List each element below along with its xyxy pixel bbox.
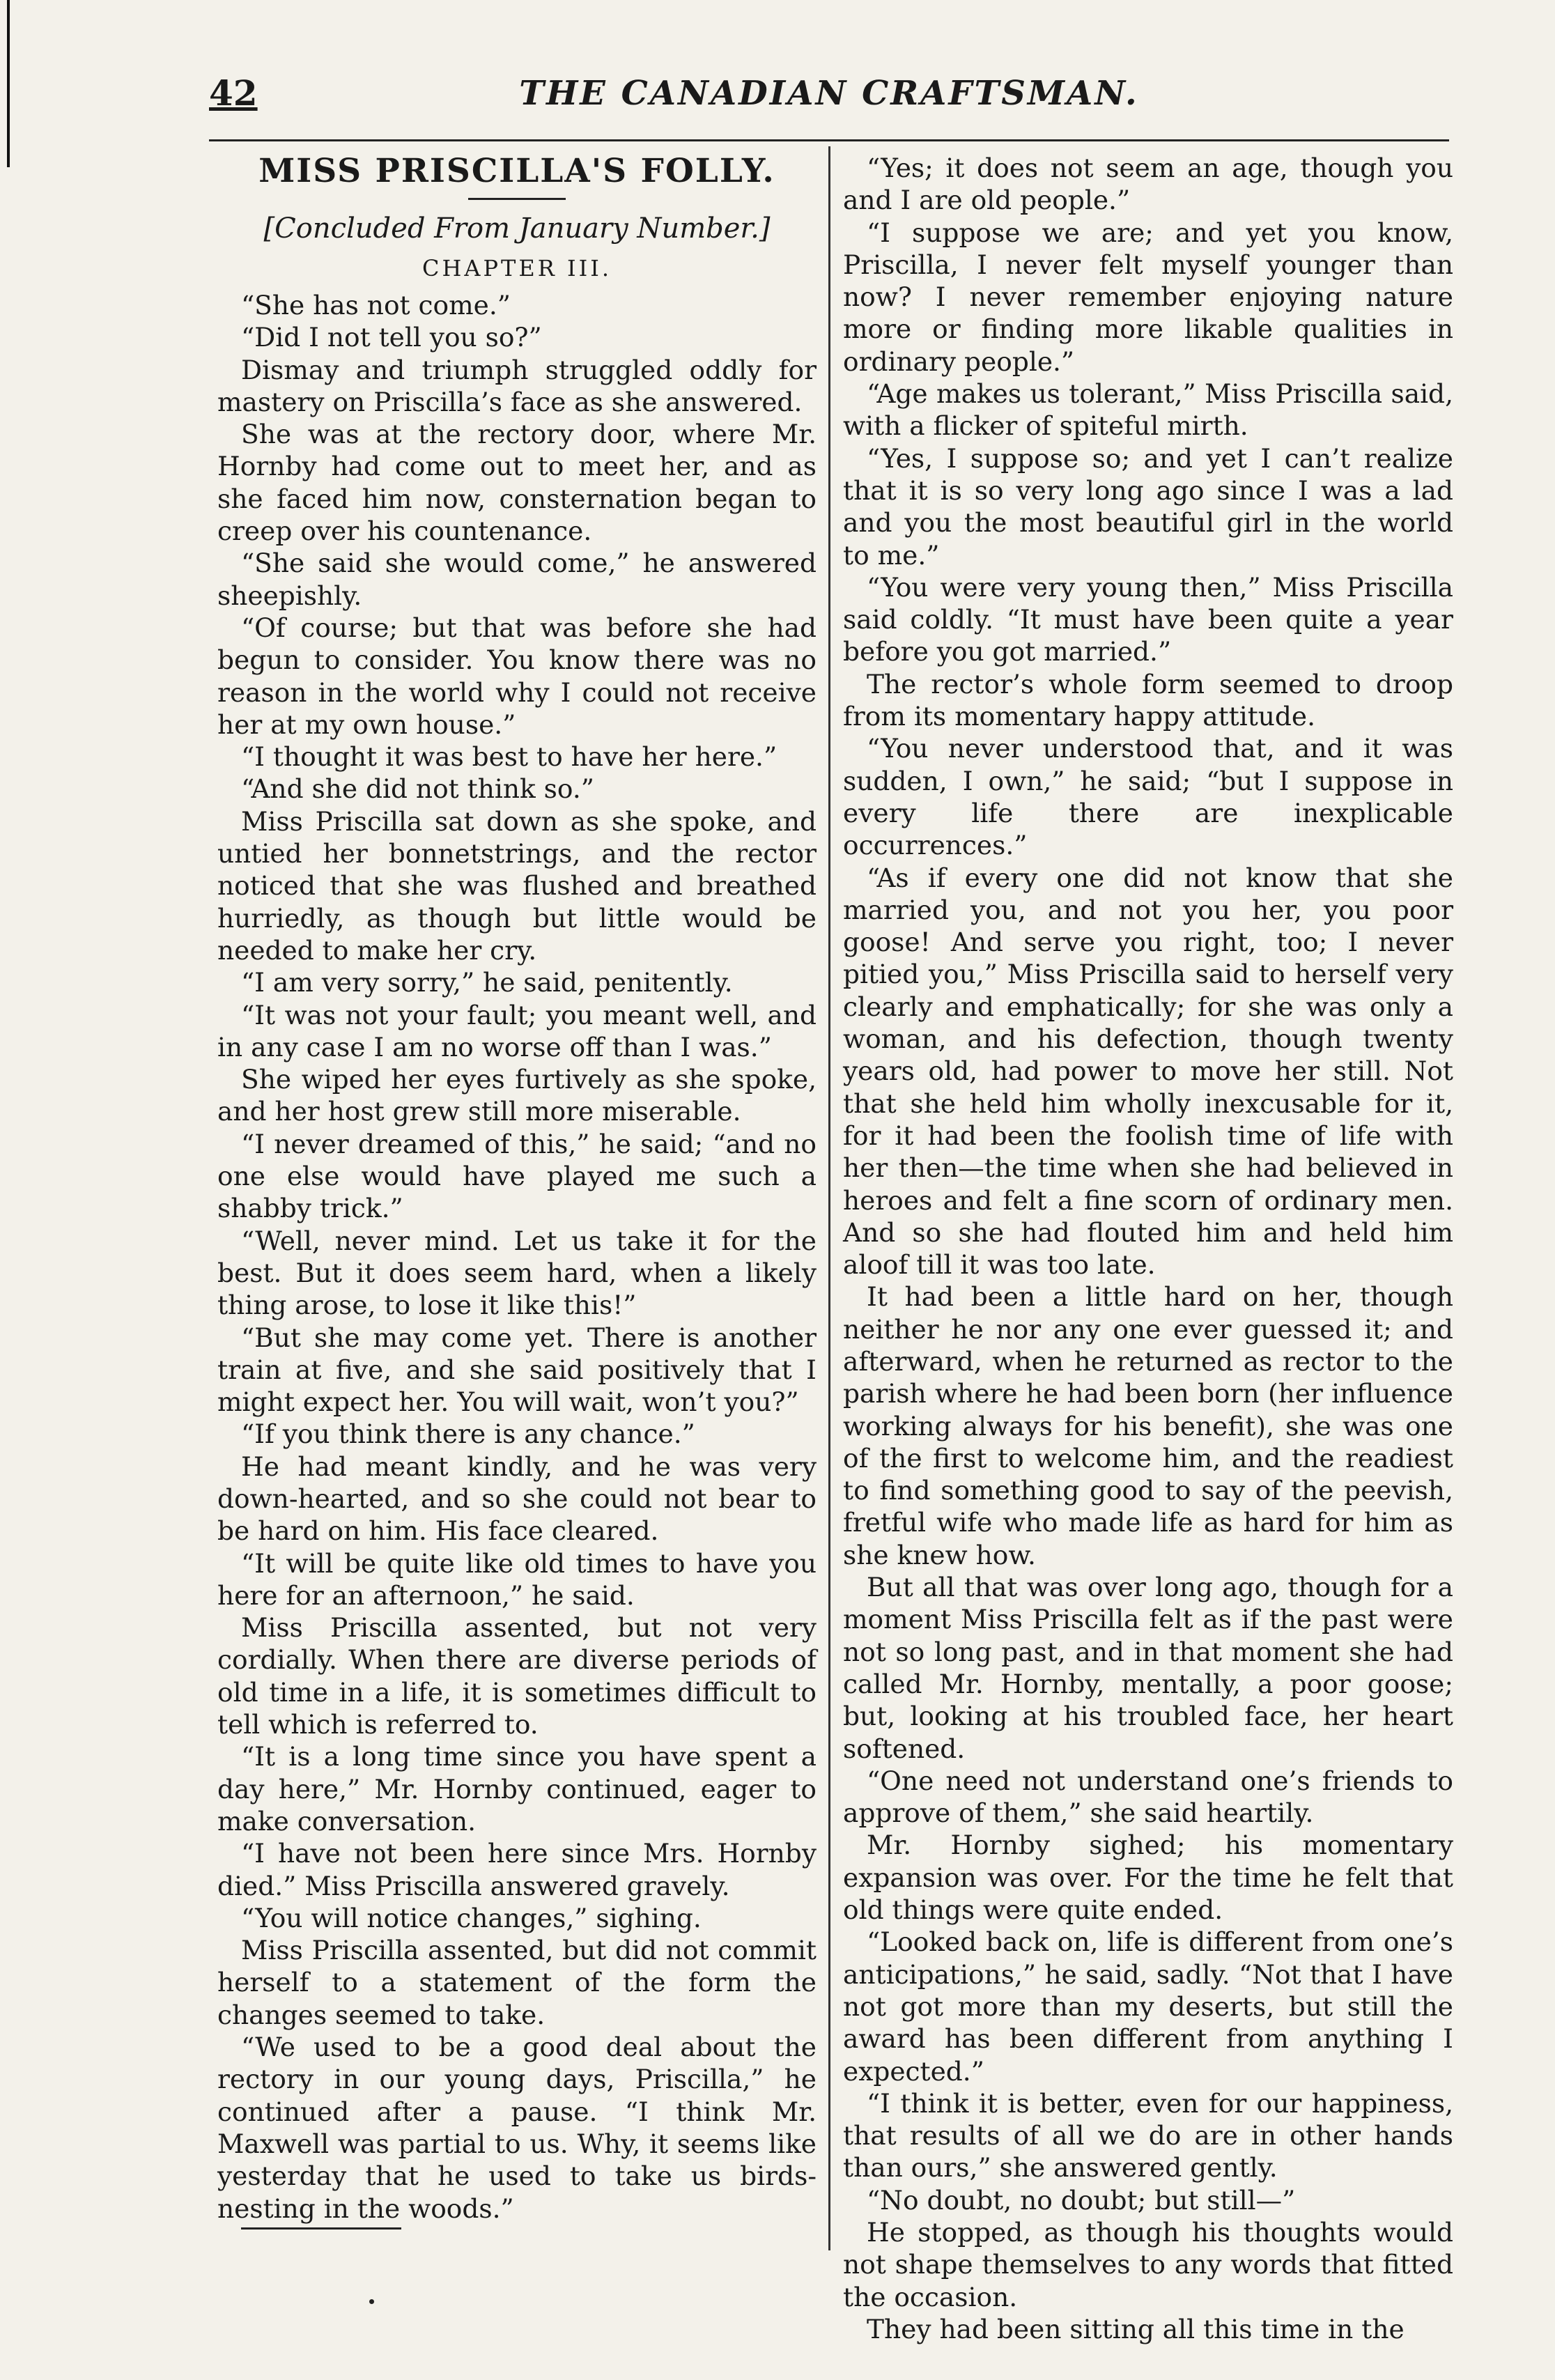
running-title: THE CANADIAN CRAFTSMAN.	[519, 74, 1139, 113]
paragraph: “You will notice changes,” sighing.	[241, 1902, 702, 1933]
right-paragraphs	[843, 152, 1453, 2345]
paragraph: “I am very sorry,” he said, penitently.	[241, 967, 733, 998]
paragraph: Miss Priscilla sat down as she spoke, and untied her bonnetstrings, and the rector noticed that she was flushed and breathed hurriedly, as though but little would be needed to make her cry.	[217, 805, 817, 966]
header-rule	[209, 139, 1449, 141]
paragraph: “Age makes us tolerant,” Miss Priscilla said, with a flicker of spiteful mirth.	[843, 378, 1453, 442]
paragraph: “You were very young then,” Miss Priscilla said coldly. “It must have been quite a year before you got married.”	[843, 571, 1453, 667]
left-paragraphs	[217, 289, 817, 2225]
margin-rule	[7, 0, 10, 167]
paragraph: “I think it is better, even for our happiness, that results of all we do are in other hands than ours,” she answered gently.	[843, 2087, 1453, 2184]
paragraph: He had meant kindly, and he was very down-hearted, and so she could not bear to be hard on him. His face cleared.	[217, 1451, 817, 1547]
paragraph: “I suppose we are; and yet you know, Priscilla, I never felt myself younger than now? I never remember enjoying nature more or finding more likable qualities in ordinary people.”	[843, 217, 1453, 377]
paragraph: “It is a long time since you have spent a day here,” Mr. Hornby continued, eager to make conversation.	[217, 1741, 817, 1837]
paragraph: It had been a little hard on her, though neither he nor any one ever guessed it; and afterward, when he returned as rector to the parish where he had been born (her influence working always for his benefit), she was one of the first to welcome him, and the readiest to find something good to say of the peevish, fretful wife who made life as hard for him as she knew how.	[843, 1281, 1453, 1570]
paragraph: “She said she would come,” he answered sheepishly.	[217, 548, 817, 611]
paragraph: “I thought it was best to have her here.”	[241, 741, 778, 773]
paragraph: “It will be quite like old times to have you here for an afternoon,” he said.	[217, 1547, 817, 1611]
paragraph: “Well, never mind. Let us take it for the best. But it does seem hard, when a likely thing arose, to lose it like this!”	[217, 1225, 817, 1321]
title-rule	[468, 198, 566, 200]
paragraph: “Of course; but that was before she had begun to consider. You know there was no reason in the world why I could not receive her at my own house.”	[217, 612, 817, 740]
story-title: MISS PRISCILLA'S FOLLY.	[258, 152, 775, 190]
paragraph: “Yes, I suppose so; and yet I can’t realize that it is so very long ago since I was a lad and you the most beautiful girl in the world to me.”	[843, 442, 1453, 571]
concluded-note: [Concluded From January Number.]	[263, 212, 771, 245]
paragraph: He stopped, as though his thoughts would not shape themselves to any words that fitted the occasion.	[843, 2217, 1453, 2312]
page-mark	[369, 2299, 374, 2304]
chapter-heading: CHAPTER III.	[421, 255, 612, 281]
paragraph: But all that was over long ago, though for a moment Miss Priscilla felt as if the past were not so long past, and in that moment she had called Mr. Hornby, mentally, a poor goose; but, looking at his troubled face, her heart softened.	[843, 1572, 1453, 1764]
paragraph: “As if every one did not know that she married you, and not you her, you poor goose! And serve you right, too; I never pitied you,” Miss Priscilla said to herself very clearly and emphatically; for she was only a woman, and his defection, though twenty years old, had power to move her still. Not that she held him wholly inexcusable for it, for it had been the foolish time of life with her then—the time when she had believed in heroes and felt a fine scorn of ordinary men. And so she had flouted him and held him aloof till it was too late.	[843, 862, 1453, 1281]
right-column	[843, 152, 1453, 2345]
paragraph: “If you think there is any chance.”	[241, 1419, 695, 1450]
paragraph: The rector’s whole form seemed to droop from its momentary happy attitude.	[843, 668, 1453, 732]
paragraph: “You never understood that, and it was sudden, I own,” he said; “but I suppose in every life there are inexplicable occurrences.”	[843, 733, 1453, 861]
paragraph: They had been sitting all this time in the	[867, 2313, 1405, 2344]
paragraph: “And she did not think so.”	[241, 773, 594, 805]
paragraph: “Looked back on, life is different from one’s anticipations,” he said, sadly. “Not that I have not got more than my deserts, but still the award has been different from anything I expected.”	[843, 1926, 1453, 2087]
paragraph: “It was not your fault; you meant well, and in any case I am no worse off than I was.”	[217, 999, 817, 1062]
paragraph: She was at the rectory door, where Mr. Hornby had come out to meet her, and as she faced him now, consternation began to creep over his countenance.	[217, 419, 817, 547]
paragraph: She wiped her eyes furtively as she spoke, and her host grew still more miserable.	[217, 1064, 817, 1127]
paragraph: “No doubt, no doubt; but still—”	[867, 2184, 1296, 2216]
paragraph: Miss Priscilla assented, but did not commit herself to a statement of the form the changes seemed to take.	[217, 1935, 817, 2030]
paragraph: “But she may come yet. There is another train at five, and she said positively that I might expect her. You will wait, won’t you?”	[217, 1322, 817, 1418]
paragraph: “Yes; it does not seem an age, though you and I are old people.”	[843, 153, 1453, 216]
paragraph: “Did I not tell you so?”	[241, 322, 542, 353]
paragraph: Dismay and triumph struggled oddly for mastery on Priscilla’s face as she answered.	[217, 354, 817, 417]
page-header	[209, 64, 1449, 134]
left-column	[217, 152, 817, 2230]
paragraph: Mr. Hornby sighed; his momentary expansion was over. For the time he felt that old things were quite ended.	[843, 1830, 1453, 1926]
paragraph: “One need not understand one’s friends to approve of them,” she said heartily.	[843, 1765, 1453, 1829]
column-end-rule	[241, 2227, 401, 2230]
paragraph: “We used to be a good deal about the rectory in our young days, Priscilla,” he continued after a pause. “I think Mr. Maxwell was partial to us. Why, it seems like yesterday that he used to take us birds-nesting in the woods.”	[217, 2032, 817, 2224]
page-number: 42	[209, 72, 258, 114]
column-divider	[828, 146, 830, 2250]
paragraph: “I never dreamed of this,” he said; “and no one else would have played me such a shabby trick.”	[217, 1128, 817, 1224]
paragraph: “I have not been here since Mrs. Hornby died.” Miss Priscilla answered gravely.	[217, 1838, 817, 1901]
paragraph: Miss Priscilla assented, but not very cordially. When there are diverse periods of old time in a life, it is sometimes difficult to tell which is referred to.	[217, 1612, 817, 1740]
paragraph: “She has not come.”	[241, 290, 511, 320]
